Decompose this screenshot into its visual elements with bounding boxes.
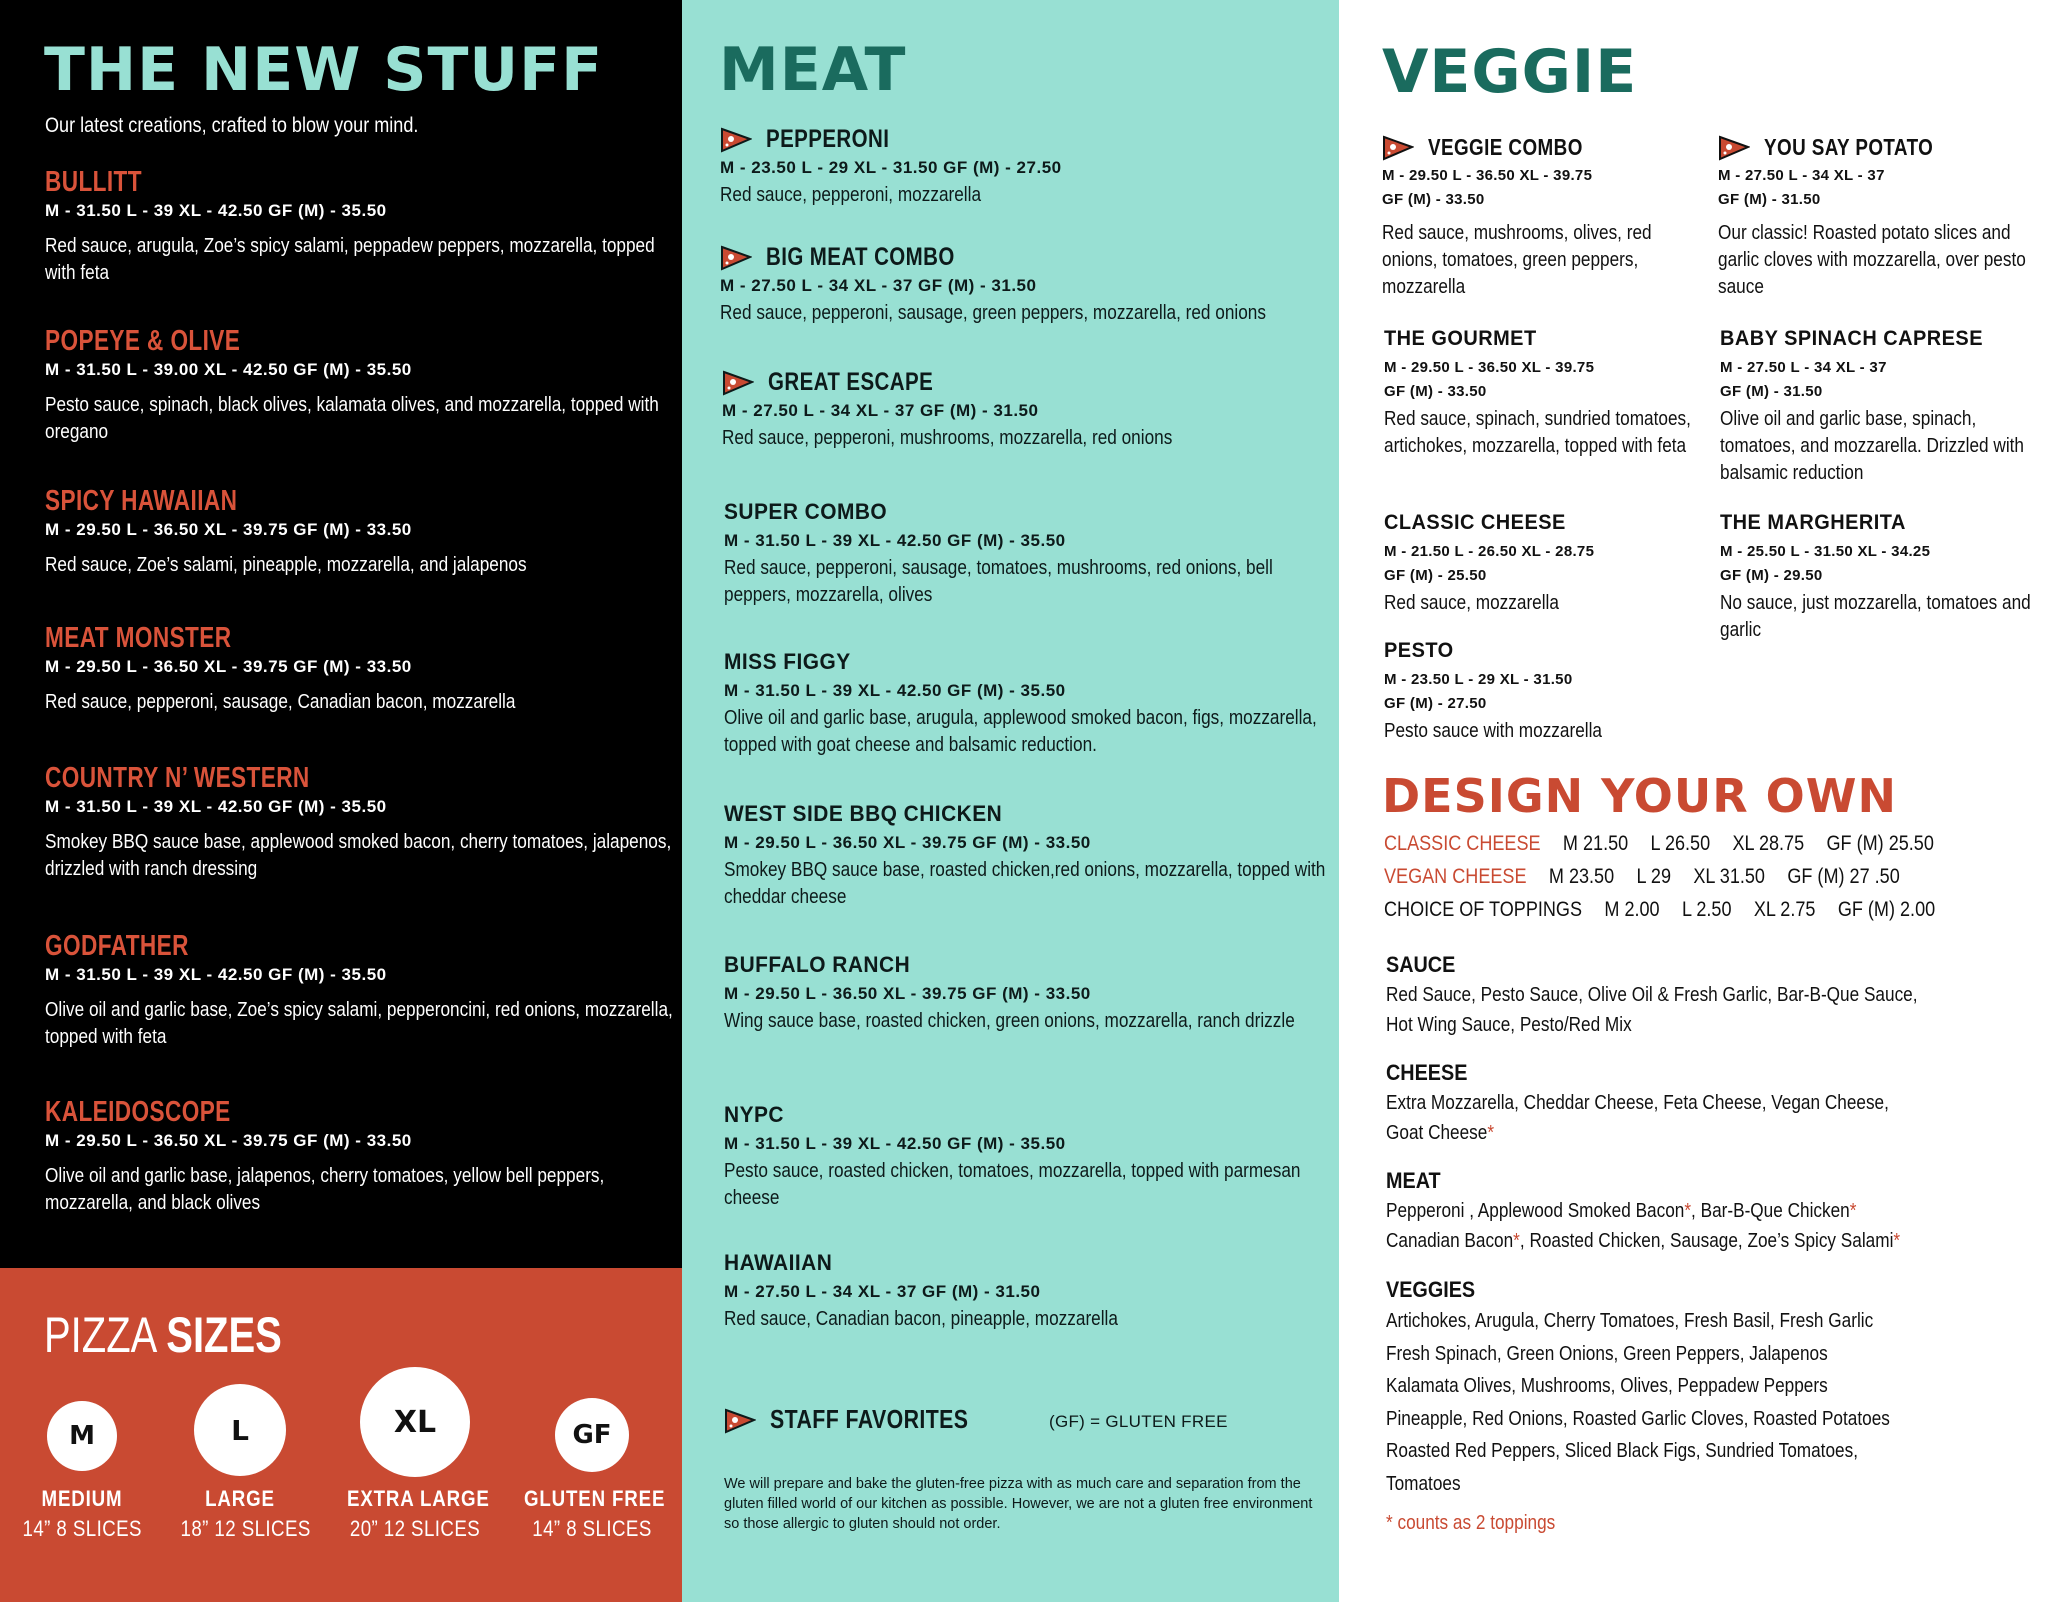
item-description: Red sauce, mozzarella (1384, 592, 1559, 614)
item-name: BIG MEAT COMBO (766, 242, 955, 271)
item-description: Pesto sauce with mozzarella (1384, 720, 1602, 742)
item-name: BABY SPINACH CAPRESE (1720, 327, 1983, 350)
menu-item (45, 1096, 665, 1217)
veggie-title: VEGGIE (1382, 37, 1638, 107)
item-name: HAWAIIAN (724, 1250, 833, 1275)
category-text: Kalamata Olives, Mushrooms, Olives, Peppadew Peppers (1386, 1375, 1828, 1397)
item-name: CLASSIC CHEESE (1384, 511, 1566, 534)
size-detail: 14” 8 SLICES (22, 1516, 142, 1541)
item-description: Red sauce, mushrooms, olives, red onions, tomatoes, green peppers, mozzarella (1382, 222, 1652, 298)
item-price: M - 29.50 L - 36.50 XL - 39.75 GF (M) - 33.50 (724, 833, 1091, 852)
item-price: M - 29.50 L - 36.50 XL - 39.75 (1384, 359, 1595, 376)
item-name: SPICY HAWAIIAN (45, 485, 238, 517)
item-description: Red sauce, pepperoni, mushrooms, mozzarella, red onions (722, 427, 1173, 449)
gluten-free-disclaimer: We will prepare and bake the gluten-free pizza with as much care and separation from the gluten filled world of our kitchen as possible. However, we are not a gluten free environment so those allergic to gluten should not order. (724, 1476, 1313, 1532)
item-description: Olive oil and garlic base, arugula, applewood smoked bacon, figs, mozzarella, topped with goat cheese and balsamic reduction. (724, 707, 1317, 756)
topping-category-meat (1386, 1168, 2026, 1256)
item-description: Red sauce, Canadian bacon, pineapple, mozzarella (724, 1308, 1118, 1330)
item-price: M - 29.50 L - 36.50 XL - 39.75 GF (M) - 33.50 (45, 1131, 412, 1150)
sizes-title-light: PIZZA (44, 1307, 156, 1363)
item-description: Red sauce, pepperoni, sausage, tomatoes, mushrooms, red onions, bell peppers, mozzarella, olives (724, 557, 1273, 606)
item-name: BUFFALO RANCH (724, 952, 911, 977)
price-xl: XL 2.75 (1753, 898, 1816, 921)
menu-item (1720, 508, 2040, 644)
veggie-panel (1339, 0, 2048, 1602)
size-circle-gluten-free: GF (555, 1398, 629, 1472)
item-price-gf: GF (M) - 31.50 (1718, 191, 1821, 208)
item-price-gf: GF (M) - 29.50 (1720, 567, 1823, 584)
item-price: M - 27.50 L - 34 XL - 37 (1720, 359, 1887, 376)
new-stuff-title: THE NEW STUFF (44, 35, 604, 105)
asterisk: * (1487, 1122, 1495, 1144)
category-heading: SAUCE (1386, 952, 1456, 977)
pizza-slice-icon (1718, 133, 1750, 161)
item-price: M - 29.50 L - 36.50 XL - 39.75 GF (M) - 33.50 (724, 984, 1091, 1003)
item-name: VEGGIE COMBO (1428, 133, 1583, 160)
item-name: SUPER COMBO (724, 499, 888, 524)
pizza-slice-icon (720, 125, 752, 153)
menu-item (724, 497, 1324, 609)
menu-item (720, 124, 1320, 209)
item-price: M - 31.50 L - 39.00 XL - 42.50 GF (M) - 35.50 (45, 360, 412, 379)
item-description: Wing sauce base, roasted chicken, green onions, mozzarella, ranch drizzle (724, 1010, 1295, 1032)
item-price-gf: GF (M) - 33.50 (1382, 191, 1485, 208)
item-description: Smokey BBQ sauce base, roasted chicken,red onions, mozzarella, topped with cheddar cheese (724, 859, 1326, 908)
item-name: PEPPERONI (766, 124, 890, 153)
toppings-note: * counts as 2 toppings (1386, 1512, 1556, 1534)
asterisk: * (1849, 1200, 1857, 1222)
item-description: Red sauce, pepperoni, mozzarella (720, 184, 982, 206)
pizza-slice-icon (724, 1406, 756, 1434)
pizza-sizes-panel (0, 1268, 682, 1602)
item-description: Pesto sauce, spinach, black olives, kalamata olives, and mozzarella, topped with oregano (45, 394, 659, 443)
item-price: M - 29.50 L - 36.50 XL - 39.75 GF (M) - 33.50 (45, 520, 412, 539)
price-l: L 26.50 (1650, 832, 1711, 855)
meat-title: MEAT (719, 35, 907, 105)
item-description: Olive oil and garlic base, Zoe’s spicy salami, pepperoncini, red onions, mozzarella, topped with feta (45, 999, 673, 1048)
item-price-gf: GF (M) - 25.50 (1384, 567, 1487, 584)
item-price: M - 27.50 L - 34 XL - 37 GF (M) - 31.50 (724, 1282, 1041, 1301)
item-description: Red sauce, pepperoni, sausage, green peppers, mozzarella, red onions (720, 302, 1266, 324)
item-description: Olive oil and garlic base, jalapenos, cherry tomatoes, yellow bell peppers, mozzarella, and black olives (45, 1165, 605, 1214)
menu-item (45, 622, 665, 716)
menu-item (45, 325, 665, 446)
category-heading: VEGGIES (1386, 1277, 1476, 1302)
menu-item (724, 1248, 1324, 1333)
staff-favorites-legend (724, 1404, 1012, 1435)
pizza-slice-icon (720, 243, 752, 271)
price-line-label: CLASSIC CHEESE (1384, 832, 1541, 855)
item-name: KALEIDOSCOPE (45, 1096, 231, 1128)
price-xl: XL 31.50 (1693, 865, 1765, 888)
menu-item (1384, 508, 1704, 617)
item-price-gf: GF (M) - 33.50 (1384, 383, 1487, 400)
menu-item (1384, 324, 1704, 460)
meat-panel (682, 0, 1339, 1602)
sizes-title (44, 1306, 282, 1364)
item-name: BULLITT (45, 166, 142, 198)
item-description: Pesto sauce, roasted chicken, tomatoes, mozzarella, topped with parmesan cheese (724, 1160, 1301, 1209)
price-line-label: VEGAN CHEESE (1384, 865, 1527, 888)
size-circle-extra-large: XL (360, 1367, 470, 1477)
item-price: M - 23.50 L - 29 XL - 31.50 (1384, 671, 1573, 688)
price-m: M 21.50 (1562, 832, 1629, 855)
price-m: M 2.00 (1604, 898, 1660, 921)
item-name: GREAT ESCAPE (768, 367, 934, 396)
menu-item (1718, 132, 2038, 301)
menu-item (1720, 324, 2040, 487)
price-l: L 2.50 (1681, 898, 1732, 921)
item-price: M - 31.50 L - 39 XL - 42.50 GF (M) - 35.50 (45, 201, 387, 220)
item-price: M - 27.50 L - 34 XL - 37 GF (M) - 31.50 (720, 276, 1037, 295)
price-xl: XL 28.75 (1732, 832, 1805, 855)
item-description: Red sauce, Zoe’s salami, pineapple, mozzarella, and jalapenos (45, 554, 527, 576)
category-text: Red Sauce, Pesto Sauce, Olive Oil & Fresh Garlic, Bar-B-Que Sauce, (1386, 984, 1918, 1006)
menu-item (724, 799, 1324, 911)
menu-item (45, 762, 672, 883)
category-text: Fresh Spinach, Green Onions, Green Peppers, Jalapenos (1386, 1342, 1828, 1365)
size-label: LARGE (205, 1486, 275, 1511)
menu-item (1384, 636, 1704, 745)
menu-item (724, 950, 1324, 1035)
price-line-classic-cheese (1384, 832, 1956, 856)
size-label: EXTRA LARGE (347, 1486, 490, 1511)
price-m: M 23.50 (1548, 865, 1615, 888)
item-name: COUNTRY N’ WESTERN (45, 762, 310, 794)
item-description: No sauce, just mozzarella, tomatoes and garlic (1720, 592, 2031, 641)
item-price-gf: GF (M) - 27.50 (1384, 695, 1487, 712)
category-text: , Bar-B-Que Chicken (1691, 1200, 1850, 1222)
size-detail: 14” 8 SLICES (532, 1516, 652, 1541)
menu-item (45, 485, 665, 579)
pizza-slice-icon (722, 368, 754, 396)
item-price: M - 23.50 L - 29 XL - 31.50 GF (M) - 27.50 (720, 158, 1062, 177)
item-price: M - 27.50 L - 34 XL - 37 GF (M) - 31.50 (722, 401, 1039, 420)
item-price: M - 31.50 L - 39 XL - 42.50 GF (M) - 35.50 (724, 1134, 1066, 1153)
size-detail: 18” 12 SLICES (180, 1516, 311, 1541)
item-price: M - 31.50 L - 39 XL - 42.50 GF (M) - 35.50 (45, 797, 387, 816)
item-price: M - 31.50 L - 39 XL - 42.50 GF (M) - 35.50 (45, 965, 387, 984)
item-price: M - 27.50 L - 34 XL - 37 (1718, 167, 1885, 184)
item-price: M - 31.50 L - 39 XL - 42.50 GF (M) - 35.50 (724, 681, 1066, 700)
asterisk: * (1513, 1230, 1520, 1252)
category-text: , Roasted Chicken, Sausage, Zoe’s Spicy Salami (1519, 1230, 1894, 1252)
item-name: THE GOURMET (1384, 327, 1537, 350)
menu-item (45, 166, 665, 287)
price-line-vegan-cheese (1384, 865, 1922, 889)
menu-item (720, 242, 1320, 327)
staff-favorites-label: STAFF FAVORITES (770, 1404, 969, 1434)
item-name: MEAT MONSTER (45, 622, 232, 654)
item-description: Red sauce, spinach, sundried tomatoes, artichokes, mozzarella, topped with feta (1384, 408, 1691, 457)
item-name: YOU SAY POTATO (1764, 133, 1934, 160)
menu-item (724, 647, 1324, 759)
category-text: Extra Mozzarella, Cheddar Cheese, Feta Cheese, Vegan Cheese, (1386, 1092, 1889, 1114)
item-price: M - 31.50 L - 39 XL - 42.50 GF (M) - 35.50 (724, 531, 1066, 550)
gluten-free-note: (GF) = GLUTEN FREE (1049, 1412, 1228, 1431)
menu-item (722, 367, 1322, 452)
category-text: Pepperoni , Applewood Smoked Bacon (1386, 1200, 1685, 1222)
sizes-title-bold: SIZES (166, 1307, 282, 1363)
asterisk: * (1893, 1230, 1901, 1252)
category-text: Roasted Red Peppers, Sliced Black Figs, Sundried Tomatoes, (1386, 1440, 1858, 1462)
item-price-gf: GF (M) - 31.50 (1720, 383, 1823, 400)
item-name: PESTO (1384, 639, 1454, 662)
design-your-own-title: DESIGN YOUR OWN (1382, 769, 1898, 823)
price-gf: GF (M) 27 .50 (1787, 865, 1900, 888)
item-name: MISS FIGGY (724, 649, 851, 674)
new-stuff-panel (0, 0, 682, 1268)
price-gf: GF (M) 2.00 (1837, 898, 1936, 921)
menu-item (724, 1100, 1324, 1212)
category-heading: CHEESE (1386, 1060, 1468, 1085)
category-heading: MEAT (1386, 1168, 1441, 1193)
item-name: GODFATHER (45, 930, 189, 962)
topping-category-sauce (1386, 952, 2026, 1040)
item-price: M - 21.50 L - 26.50 XL - 28.75 (1384, 543, 1595, 560)
size-label: MEDIUM (41, 1486, 123, 1511)
topping-category-cheese (1386, 1060, 2026, 1148)
category-text: Artichokes, Arugula, Cherry Tomatoes, Fresh Basil, Fresh Garlic (1386, 1310, 1874, 1332)
menu-item (1382, 132, 1702, 301)
topping-category-veggies (1386, 1277, 2026, 1500)
size-circle-medium: M (47, 1401, 117, 1471)
category-text: Tomatoes (1386, 1472, 1461, 1495)
item-description: Smokey BBQ sauce base, applewood smoked bacon, cherry tomatoes, jalapenos, drizzled with ranch dressing (45, 831, 672, 880)
item-name: NYPC (724, 1102, 784, 1127)
item-price: M - 25.50 L - 31.50 XL - 34.25 (1720, 543, 1931, 560)
item-description: Red sauce, pepperoni, sausage, Canadian bacon, mozzarella (45, 691, 516, 713)
category-text: Hot Wing Sauce, Pesto/Red Mix (1386, 1014, 1632, 1036)
category-text: Goat Cheese (1386, 1122, 1488, 1144)
price-line-label: CHOICE OF TOPPINGS (1384, 898, 1583, 921)
size-detail: 20” 12 SLICES (349, 1516, 481, 1541)
price-l: L 29 (1636, 865, 1671, 888)
item-name: THE MARGHERITA (1720, 511, 1906, 534)
asterisk: * (1684, 1200, 1692, 1222)
category-text: Pineapple, Red Onions, Roasted Garlic Cloves, Roasted Potatoes (1386, 1407, 1890, 1430)
item-price: M - 29.50 L - 36.50 XL - 39.75 GF (M) - 33.50 (45, 657, 412, 676)
item-name: WEST SIDE BBQ CHICKEN (724, 801, 1003, 826)
pizza-slice-icon (1382, 133, 1414, 161)
category-text: Canadian Bacon (1386, 1230, 1514, 1252)
menu-item (45, 930, 673, 1051)
new-stuff-subtitle: Our latest creations, crafted to blow your mind. (45, 114, 419, 137)
size-label: GLUTEN FREE (524, 1486, 666, 1511)
price-gf: GF (M) 25.50 (1826, 832, 1934, 855)
price-line-toppings (1384, 898, 1958, 922)
item-price: M - 29.50 L - 36.50 XL - 39.75 (1382, 167, 1593, 184)
item-description: Olive oil and garlic base, spinach, tomatoes, and mozzarella. Drizzled with balsamic reduction (1720, 408, 2024, 484)
item-name: POPEYE & OLIVE (45, 325, 241, 357)
size-circle-large: L (194, 1384, 286, 1476)
item-description: Our classic! Roasted potato slices and garlic cloves with mozzarella, over pesto sauce (1718, 222, 2026, 298)
item-description: Red sauce, arugula, Zoe’s spicy salami, peppadew peppers, mozzarella, topped with feta (45, 235, 655, 284)
